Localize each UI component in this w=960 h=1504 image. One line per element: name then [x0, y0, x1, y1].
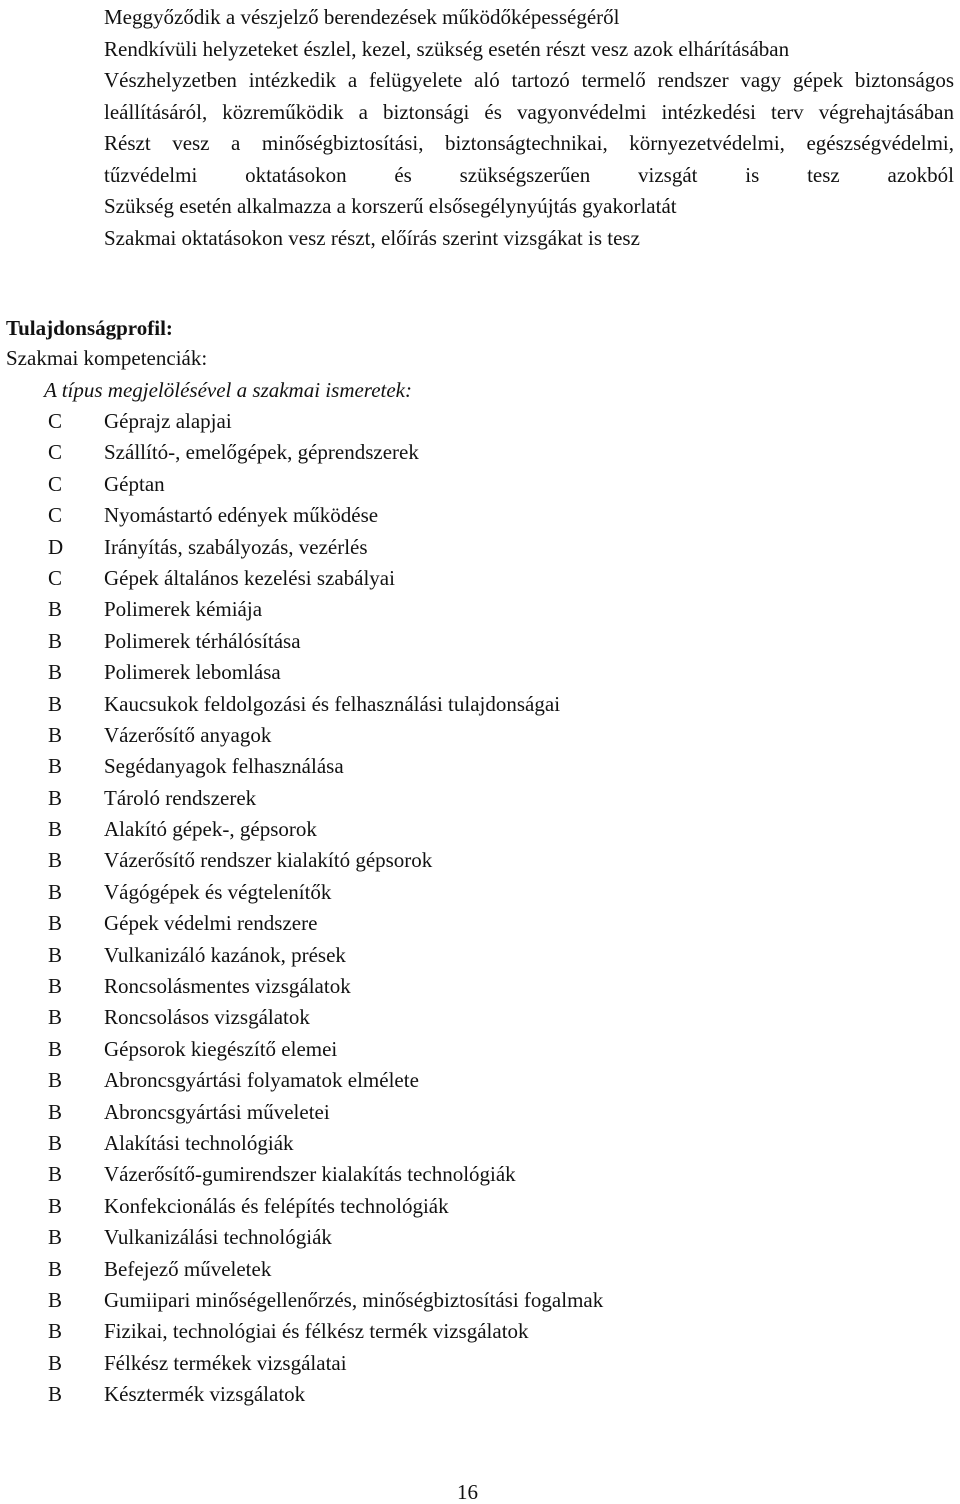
- skill-row: [0, 1065, 960, 1096]
- skill-name: Alakítási technológiák: [104, 1130, 294, 1155]
- skill-level: B: [48, 1382, 63, 1407]
- skill-row: [0, 783, 960, 814]
- skill-name: Gépsorok kiegészítő elemei: [104, 1036, 338, 1061]
- skill-level: B: [48, 628, 63, 653]
- page-number: 16: [457, 1480, 478, 1504]
- skill-row: [0, 1191, 960, 1222]
- skill-name: Kaucsukok feldolgozási és felhasználási tulajdonságai: [104, 691, 561, 716]
- skill-name: Gumiipari minőségellenőrzés, minőségbiztosítási fogalmak: [104, 1287, 604, 1312]
- skill-row: [0, 1128, 960, 1159]
- skill-level: B: [48, 1319, 63, 1344]
- skill-name: Roncsolásmentes vizsgálatok: [104, 974, 351, 999]
- skill-level: B: [48, 974, 63, 999]
- skill-list: [0, 406, 960, 1411]
- task-item: Szakmai oktatásokon vesz részt, előírás szerint vizsgákat is tesz: [104, 225, 640, 250]
- skill-row: [0, 532, 960, 563]
- competence-subheading: Szakmai kompetenciák:: [6, 346, 208, 370]
- task-item: Rendkívüli helyzeteket észlel, kezel, szükség esetén részt vesz azok elhárításában: [104, 36, 790, 61]
- skill-name: Roncsolásos vizsgálatok: [104, 1005, 310, 1030]
- section-heading: Tulajdonságprofil:: [6, 316, 173, 340]
- skill-level: B: [48, 660, 63, 685]
- skill-level: B: [48, 1068, 63, 1093]
- skill-row: [0, 689, 960, 720]
- skill-row: [0, 814, 960, 845]
- skill-name: Konfekcionálás és felépítés technológiák: [104, 1193, 449, 1218]
- skill-name: Segédanyagok felhasználása: [104, 754, 344, 779]
- skill-row: [0, 877, 960, 908]
- skill-level: B: [48, 879, 63, 904]
- skill-level: B: [48, 1005, 63, 1030]
- skill-row: [0, 1002, 960, 1033]
- skill-level: B: [48, 1099, 63, 1124]
- skill-level: B: [48, 1225, 63, 1250]
- skill-row: [0, 594, 960, 625]
- skill-level: C: [48, 471, 63, 496]
- skill-level: B: [48, 1036, 63, 1061]
- skill-row: [0, 971, 960, 1002]
- skill-name: Polimerek kémiája: [104, 597, 263, 622]
- skill-row: [0, 845, 960, 876]
- skill-row: [0, 1254, 960, 1285]
- skill-name: Vázerősítő anyagok: [104, 722, 272, 747]
- task-list: [104, 2, 954, 254]
- skill-level: B: [48, 597, 63, 622]
- task-item: Szükség esetén alkalmazza a korszerű elsősegélynyújtás gyakorlatát: [104, 194, 677, 218]
- skill-row: [0, 1159, 960, 1190]
- skill-level: B: [48, 942, 63, 967]
- skill-level: B: [48, 1256, 63, 1281]
- skill-row: [0, 657, 960, 688]
- skill-level: B: [48, 1130, 63, 1155]
- skill-name: Fizikai, technológiai és félkész termék vizsgálatok: [104, 1319, 529, 1344]
- skill-row: [0, 1097, 960, 1128]
- skill-name: Vulkanizálási technológiák: [104, 1225, 332, 1250]
- skill-level: B: [48, 722, 63, 747]
- skill-row: [0, 1034, 960, 1065]
- skill-row: [0, 1222, 960, 1253]
- skill-row: [0, 500, 960, 531]
- skill-name: Polimerek térhálósítása: [104, 628, 301, 653]
- skill-row: [0, 626, 960, 657]
- skill-row: [0, 469, 960, 500]
- skill-name: Vázerősítő-gumirendszer kialakítás technológiák: [104, 1162, 516, 1187]
- skill-name: Gépek általános kezelési szabályai: [104, 565, 395, 590]
- skill-name: Irányítás, szabályozás, vezérlés: [104, 534, 368, 559]
- skill-name: Tároló rendszerek: [104, 785, 257, 810]
- skill-level: C: [48, 440, 63, 465]
- skill-row: [0, 940, 960, 971]
- skill-name: Félkész termékek vizsgálatai: [104, 1350, 347, 1375]
- skill-level: B: [48, 1287, 63, 1312]
- skill-name: Befejező műveletek: [104, 1256, 272, 1281]
- skill-name: Géprajz alapjai: [104, 409, 232, 433]
- task-item: Meggyőződik a vészjelző berendezések működőképességéről: [104, 5, 620, 29]
- skill-level: D: [48, 534, 64, 559]
- skill-name: Nyomástartó edények működése: [104, 503, 379, 528]
- task-item: Vészhelyzetben intézkedik a felügyelete aló tartozó termelő rendszer vagy gépek biztonságos leállításáról, közreműködik a biztonsági és vagyonvédelmi intézkedési terv végrehajtásában: [104, 68, 954, 124]
- skill-name: Géptan: [104, 471, 165, 496]
- skill-level: C: [48, 503, 63, 528]
- skill-name: Gépek védelmi rendszere: [104, 911, 318, 936]
- skill-name: Abroncsgyártási műveletei: [104, 1099, 330, 1124]
- skill-name: Vulkanizáló kazánok, prések: [104, 942, 346, 967]
- skill-row: [0, 751, 960, 782]
- skill-name: Vágógépek és végtelenítők: [104, 879, 332, 904]
- task-item: Részt vesz a minőségbiztosítási, biztonságtechnikai, környezetvédelmi, egészségvédelmi, tűzvédelmi oktatásokon és szükségszerűen vizsgát is tesz azokból: [104, 131, 954, 187]
- skill-name: Polimerek lebomlása: [104, 660, 281, 685]
- skill-level: B: [48, 785, 63, 810]
- skill-row: [0, 1379, 960, 1410]
- skill-level: B: [48, 1162, 63, 1187]
- skill-name: Alakító gépek-, gépsorok: [104, 817, 317, 842]
- skill-row: [0, 720, 960, 751]
- skill-level: B: [48, 1193, 63, 1218]
- skill-row: [0, 1348, 960, 1379]
- skill-name: Késztermék vizsgálatok: [104, 1382, 306, 1407]
- skill-row: [0, 1316, 960, 1347]
- skill-row: [0, 437, 960, 468]
- skill-level: B: [48, 817, 63, 842]
- skill-name: Vázerősítő rendszer kialakító gépsorok: [104, 848, 433, 873]
- skill-level: B: [48, 911, 63, 936]
- skill-name: Szállító-, emelőgépek, géprendszerek: [104, 440, 419, 465]
- skill-level: B: [48, 848, 63, 873]
- skill-level: C: [48, 409, 63, 433]
- skill-level: B: [48, 691, 63, 716]
- skill-row: [0, 908, 960, 939]
- skill-row: [0, 1285, 960, 1316]
- skill-name: Abroncsgyártási folyamatok elmélete: [104, 1068, 419, 1093]
- skill-row: [0, 563, 960, 594]
- skill-level: B: [48, 1350, 63, 1375]
- type-intro: A típus megjelölésével a szakmai ismeretek:: [44, 378, 412, 402]
- skill-level: B: [48, 754, 63, 779]
- skill-level: C: [48, 565, 63, 590]
- skill-row: [0, 406, 960, 437]
